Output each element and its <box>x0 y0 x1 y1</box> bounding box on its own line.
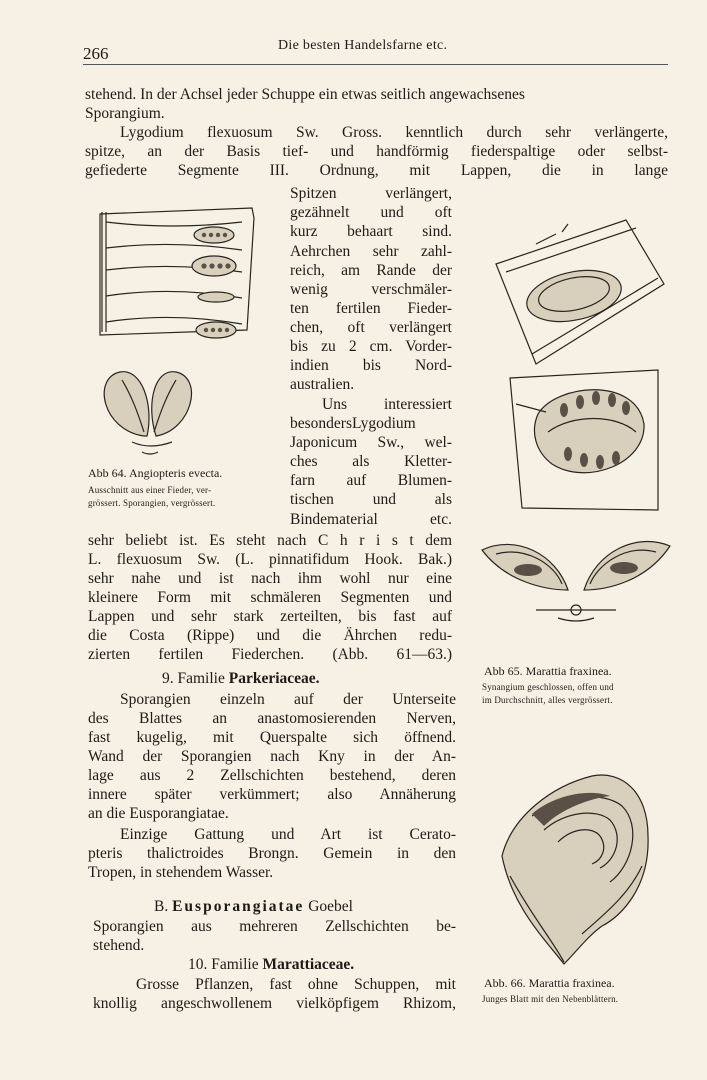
text-line: fast kugelig, mit Querspalte sich öffnend. <box>88 729 456 746</box>
text-line: Wand der Sporangien nach Kny in der An- <box>88 748 456 765</box>
section-heading: B. Eusporangiatae Goebel <box>154 898 353 915</box>
text-line: spitze, an der Basis tief- und handförmig fiederspaltige oder selbst- <box>85 143 668 160</box>
figure-64-caption-title: Abb 64. Angiopteris evecta. <box>88 466 223 480</box>
text-line: Einzige Gattung und Art ist Cerato- <box>120 826 456 843</box>
text-line: Spitzen verlängert, <box>290 185 452 202</box>
text-line: pteris thalictroides Brongn. Gemein in den <box>88 845 456 862</box>
text-line: innere später verkümmert; also Annäherung <box>88 786 456 803</box>
text-line: sehr beliebt ist. Es steht nach C h r i s t dem <box>88 532 452 549</box>
figure-64-caption-line: Ausschnitt aus einer Fieder, ver- <box>88 485 212 495</box>
text-line: stehend. <box>93 937 145 954</box>
text-line: die Costa (Rippe) und die Ährchen redu- <box>88 627 452 644</box>
text-line: Lappen und sehr stark zerteilten, bis fast auf <box>88 608 452 625</box>
text-line: ten fertilen Fieder- <box>290 300 452 317</box>
text-line: Sporangien aus mehreren Zellschichten be- <box>93 918 456 935</box>
marattia-synangium-illustration <box>476 214 676 654</box>
header-rule <box>83 64 668 65</box>
section-heading: 9. Familie Parkeriaceae. <box>162 670 320 687</box>
text-line: kleinere Form mit schmäleren Segmenten und <box>88 589 452 606</box>
figure-64-caption-line: grössert. Sporangien, vergrössert. <box>88 498 216 508</box>
text-line: sehr nahe und ist nach ihm wohl nur eine <box>88 570 452 587</box>
text-line: Uns interessiert <box>322 396 452 413</box>
text-line: des Blattes an anastomosierenden Nerven, <box>88 710 456 727</box>
text-line: wenig verschmäler- <box>290 281 452 298</box>
text-line: gezähnelt und oft <box>290 204 452 221</box>
text-line: zierten fertilen Fiederchen. (Abb. 61—63.) <box>88 646 452 663</box>
text-line: bis zu 2 cm. Vorder- <box>290 338 452 355</box>
running-title: Die besten Handelsfarne etc. <box>278 38 448 53</box>
text-line: chen, oft verlängert <box>290 319 452 336</box>
text-line: Aehrchen sehr zahl- <box>290 243 452 260</box>
text-line: Sporangien einzeln auf der Unterseite <box>120 691 456 708</box>
text-line: australien. <box>290 376 355 393</box>
text-line: lage aus 2 Zellschichten bestehend, deren <box>88 767 456 784</box>
figure-66-caption-line: Junges Blatt mit den Nebenblättern. <box>482 994 619 1004</box>
figure-65-caption-line: im Durchschnitt, alles vergrössert. <box>482 695 613 705</box>
text-line: Lygodium flexuosum Sw. Gross. kenntlich durch sehr verlängerte, <box>120 124 668 141</box>
text-line: Bindematerial etc. <box>290 511 452 528</box>
text-line: L. flexuosum Sw. (L. pinnatifidum Hook. Bak.) <box>88 551 452 568</box>
page-number: 266 <box>83 44 109 63</box>
text-line: reich, am Rande der <box>290 262 452 279</box>
text-line: kurz behaart sind. <box>290 223 452 240</box>
text-line: Japonicum Sw., wel- <box>290 434 452 451</box>
figure-65-caption-line: Synangium geschlossen, offen und <box>482 682 614 692</box>
text-line: indien bis Nord- <box>290 357 452 374</box>
text-line: stehend. In der Achsel jeder Schuppe ein etwas seitlich angewachsenes <box>85 86 525 103</box>
section-heading: 10. Familie Marattiaceae. <box>188 956 355 973</box>
marattia-young-leaf-illustration <box>492 756 660 968</box>
text-line: besondersLygodium <box>290 415 416 432</box>
text-line: Sporangium. <box>85 105 165 122</box>
figure-66-caption-title: Abb. 66. Marattia fraxinea. <box>484 976 615 990</box>
text-line: Grosse Pflanzen, fast ohne Schuppen, mit <box>136 976 456 993</box>
text-line: ches als Kletter- <box>290 453 452 470</box>
angiopteris-pinnule-illustration <box>92 200 267 460</box>
figure-65-caption-title: Abb 65. Marattia fraxinea. <box>484 664 612 678</box>
text-line: gefiederte Segmente III. Ordnung, mit Lappen, die in lange <box>85 162 668 179</box>
text-line: Tropen, in stehendem Wasser. <box>88 864 274 881</box>
text-line: tischen und als <box>290 491 452 508</box>
text-line: farn auf Blumen- <box>290 472 452 489</box>
text-line: knollig angeschwollenem vielköpfigem Rhizom, <box>93 995 456 1012</box>
text-line: an die Eusporangiatae. <box>88 805 229 822</box>
